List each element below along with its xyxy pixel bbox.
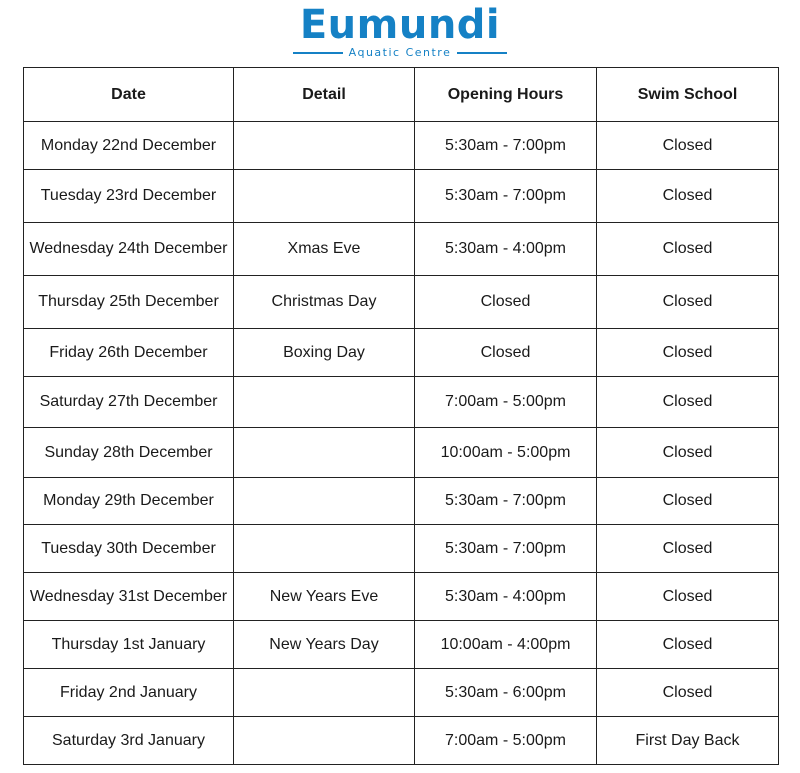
cell-opening-hours: Closed: [415, 329, 597, 377]
cell-opening-hours: 7:00am - 5:00pm: [415, 717, 597, 765]
cell-date: Saturday 3rd January: [24, 717, 234, 765]
cell-date: Wednesday 31st December: [24, 573, 234, 621]
cell-opening-hours: Closed: [415, 276, 597, 329]
table-row: [24, 329, 779, 377]
cell-detail: New Years Day: [234, 621, 415, 669]
table-body: [24, 122, 779, 765]
cell-swim-school: Closed: [597, 329, 779, 377]
cell-swim-school: Closed: [597, 122, 779, 170]
cell-swim-school: Closed: [597, 428, 779, 478]
cell-detail: New Years Eve: [234, 573, 415, 621]
header-swim-school: Swim School: [597, 68, 779, 122]
cell-swim-school: Closed: [597, 276, 779, 329]
cell-swim-school: Closed: [597, 170, 779, 223]
table-row: [24, 377, 779, 428]
table-header-row: [24, 68, 779, 122]
cell-opening-hours: 10:00am - 5:00pm: [415, 428, 597, 478]
table-row: [24, 717, 779, 765]
header-opening-hours: Opening Hours: [415, 68, 597, 122]
cell-date: Monday 22nd December: [24, 122, 234, 170]
table-row: [24, 223, 779, 276]
logo-subtitle-row: [0, 46, 800, 60]
table-row: [24, 573, 779, 621]
header-detail: Detail: [234, 68, 415, 122]
cell-detail: [234, 669, 415, 717]
cell-opening-hours: 5:30am - 7:00pm: [415, 170, 597, 223]
cell-swim-school: Closed: [597, 478, 779, 525]
cell-opening-hours: 7:00am - 5:00pm: [415, 377, 597, 428]
cell-date: Tuesday 30th December: [24, 525, 234, 573]
logo-rule-right: [457, 52, 507, 54]
cell-date: Monday 29th December: [24, 478, 234, 525]
table-row: [24, 428, 779, 478]
cell-swim-school: Closed: [597, 621, 779, 669]
cell-detail: [234, 717, 415, 765]
table-row: [24, 621, 779, 669]
cell-date: Saturday 27th December: [24, 377, 234, 428]
logo-subtitle: Aquatic Centre: [348, 46, 452, 59]
logo-rule-left: [293, 52, 343, 54]
cell-swim-school: Closed: [597, 223, 779, 276]
cell-opening-hours: 5:30am - 4:00pm: [415, 223, 597, 276]
table-row: [24, 170, 779, 223]
cell-opening-hours: 10:00am - 4:00pm: [415, 621, 597, 669]
cell-swim-school: Closed: [597, 573, 779, 621]
cell-opening-hours: 5:30am - 4:00pm: [415, 573, 597, 621]
cell-detail: [234, 525, 415, 573]
cell-detail: Xmas Eve: [234, 223, 415, 276]
table-row: [24, 525, 779, 573]
cell-swim-school: Closed: [597, 525, 779, 573]
cell-detail: Christmas Day: [234, 276, 415, 329]
holiday-hours-table: [23, 67, 779, 765]
cell-detail: [234, 377, 415, 428]
cell-date: Thursday 25th December: [24, 276, 234, 329]
cell-opening-hours: 5:30am - 7:00pm: [415, 122, 597, 170]
cell-detail: [234, 170, 415, 223]
header-date: Date: [24, 68, 234, 122]
cell-opening-hours: 5:30am - 6:00pm: [415, 669, 597, 717]
cell-detail: [234, 478, 415, 525]
cell-date: Tuesday 23rd December: [24, 170, 234, 223]
cell-swim-school: First Day Back: [597, 717, 779, 765]
cell-detail: Boxing Day: [234, 329, 415, 377]
cell-opening-hours: 5:30am - 7:00pm: [415, 478, 597, 525]
table-row: [24, 276, 779, 329]
cell-date: Friday 26th December: [24, 329, 234, 377]
cell-date: Sunday 28th December: [24, 428, 234, 478]
cell-opening-hours: 5:30am - 7:00pm: [415, 525, 597, 573]
cell-date: Friday 2nd January: [24, 669, 234, 717]
cell-date: Wednesday 24th December: [24, 223, 234, 276]
cell-swim-school: Closed: [597, 377, 779, 428]
table-row: [24, 122, 779, 170]
cell-detail: [234, 428, 415, 478]
logo-wordmark: Eumundi: [299, 2, 501, 48]
cell-date: Thursday 1st January: [24, 621, 234, 669]
cell-detail: [234, 122, 415, 170]
table-row: [24, 669, 779, 717]
table-row: [24, 478, 779, 525]
cell-swim-school: Closed: [597, 669, 779, 717]
logo: [0, 0, 800, 62]
